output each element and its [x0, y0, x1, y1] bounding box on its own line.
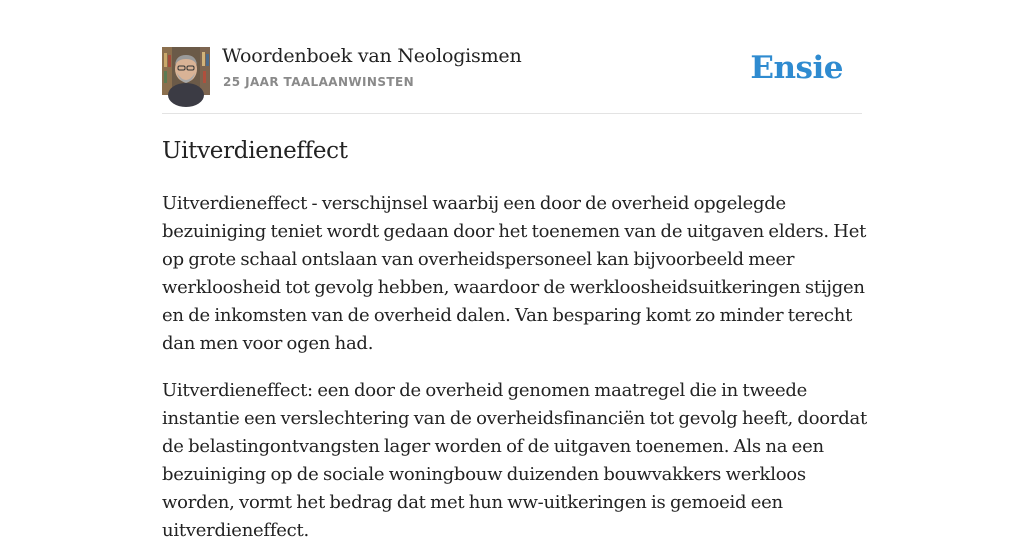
publication-tagline: 25 JAAR TAALAANWINSTEN: [223, 75, 415, 89]
avatar[interactable]: [162, 47, 210, 95]
author-portrait-icon: [162, 47, 210, 95]
article-paragraph: Uitverdieneffect: een door de overheid genomen maatregel die in tweede instantie een verslechtering van de overheidsfinanciën tot gevolg heeft, doordat de belastingontvangsten lager worden of de uitgaven toenemen. Als na een bezuiniging op de sociale woningbouw duizenden bouwvakkers werkloos worden, vormt het bedrag dat met hun ww-uitkeringen is gemoeid een uitverdieneffect.: [162, 380, 867, 541]
article-container: [162, 0, 867, 541]
article-paragraph: Uitverdieneffect - verschijnsel waarbij een door de overheid opgelegde bezuiniging teniet wordt gedaan door het toenemen van de uitgaven elders. Het op grote schaal ontslaan van overheidspersoneel kan bijvoorbeeld meer werkloosheid tot gevolg hebben, waardoor de werkloosheidsuitkeringen stijgen en de inkomsten van de overheid dalen. Van besparing komt zo minder terecht dan men voor ogen had.: [162, 193, 867, 354]
publication-header: [162, 0, 862, 114]
brand-logo[interactable]: Ensie: [750, 50, 843, 86]
article-title: Uitverdieneffect: [162, 138, 348, 164]
publication-name[interactable]: Woordenboek van Neologismen: [222, 45, 522, 67]
